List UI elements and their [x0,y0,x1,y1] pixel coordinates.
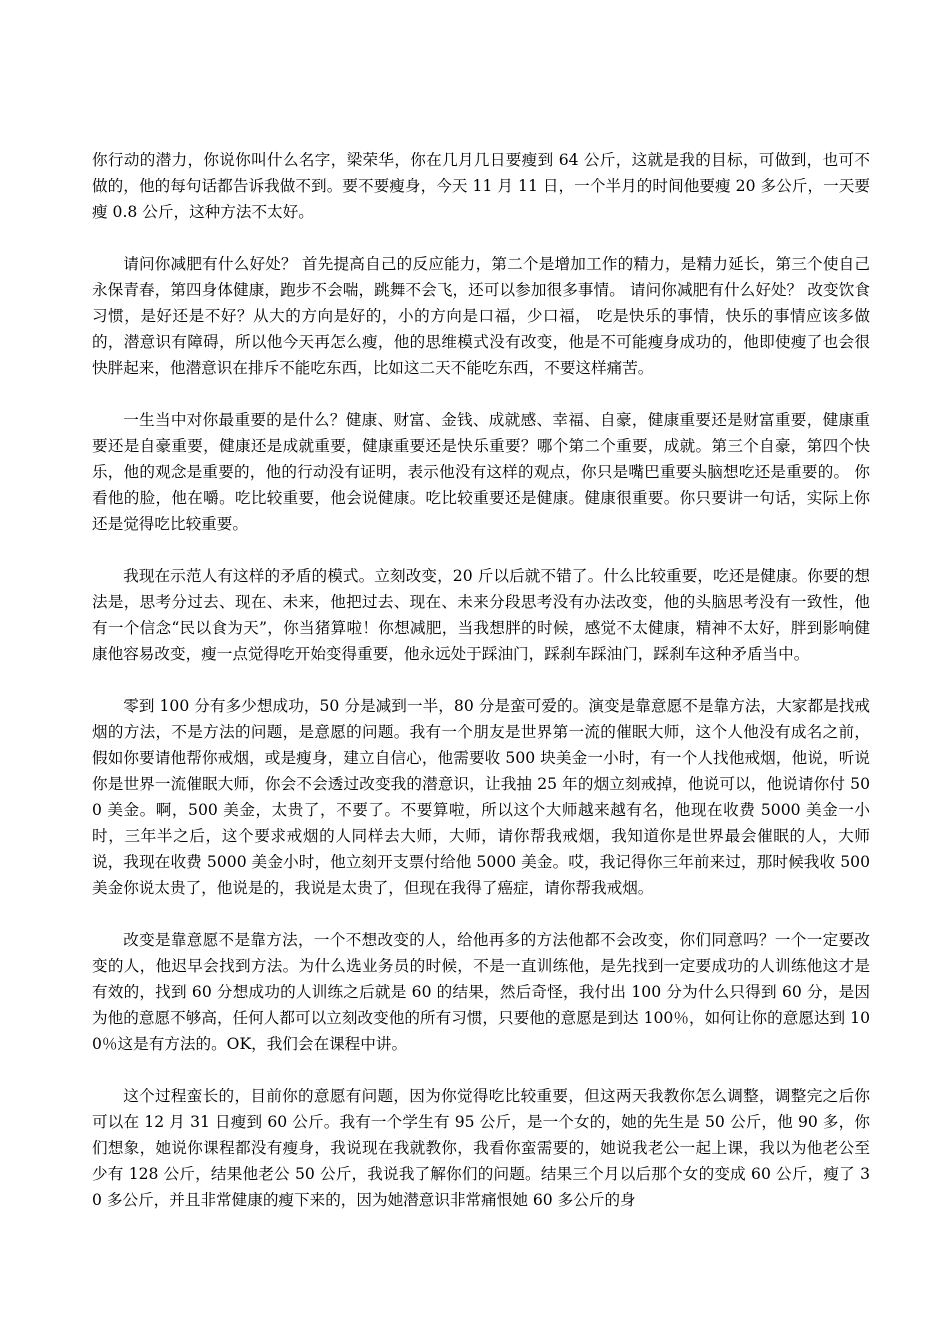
document-body [92,147,870,1213]
paragraph-2: 请问你减肥有什么好处？ 首先提高自己的反应能力，第二个是增加工作的精力，是精力延长，第三个使自己永保青春，第四身体健康，跑步不会喘，跳舞不会飞，还可以参加很多事情。 请问你减肥有什么好处？ 改变饮食习惯，是好还是不好？从大的方向是好的，小的方向是口福，少口福， 吃是快乐的事情，快乐的事情应该多做的，潜意识有障碍，所以他今天再怎么瘦，他的思维模式没有改变，他是不可能瘦身成功的，他即使瘦了也会很快胖起来，他潜意识在排斥不能吃东西，比如这二天不能吃东西，不要这样痛苦。 [92,255,870,377]
paragraph-3: 一生当中对你最重要的是什么？健康、财富、金钱、成就感、幸福、自豪，健康重要还是财富重要，健康重要还是自豪重要，健康还是成就重要，健康重要还是快乐重要？哪个第二个重要，成就。第三个自豪，第四个快乐，他的观念是重要的，他的行动没有证明，表示他没有这样的观点，你只是嘴巴重要头脑想吃还是重要的。 你看他的脸，他在嚼。吃比较重要，他会说健康。吃比较重要还是健康。健康很重要。你只要讲一句话，实际上你还是觉得吃比较重要。 [92,411,870,533]
paragraph-7: 这个过程蛮长的，目前你的意愿有问题，因为你觉得吃比较重要，但这两天我教你怎么调整，调整完之后你可以在 12 月 31 日瘦到 60 公斤。我有一个学生有 95 公斤，是一个女的，她的先生是 50 公斤，他 90 多，你们想象，她说你课程都没有瘦身，我说现在我就教你，我看你蛮需要的，她说我老公一起上课，我以为他老公至少有 128 公斤，结果他老公 50 公斤，我说我了解你们的问题。结果三个月以后那个女的变成 60 公斤，瘦了 30 多公斤，并且非常健康的瘦下来的，因为她潜意识非常痛恨她 60 多公斤的身 [92,1087,870,1209]
paragraph-4: 我现在示范人有这样的矛盾的模式。立刻改变，20 斤以后就不错了。什么比较重要，吃还是健康。你要的想法是，思考分过去、现在、未来，他把过去、现在、未来分段思考没有办法改变，他的头脑思考没有一致性，他有一个信念“民以食为天”，你当猪算啦！你想减肥，当我想胖的时候，感觉不太健康，精神不太好，胖到影响健康他容易改变，瘦一点觉得吃开始变得重要，他永远处于踩油门，踩刹车踩油门，踩刹车这种矛盾当中。 [92,567,870,663]
paragraph-5: 零到 100 分有多少想成功，50 分是减到一半，80 分是蛮可爱的。演变是靠意愿不是靠方法，大家都是找戒烟的方法，不是方法的问题，是意愿的问题。我有一个朋友是世界第一流的催眠大师，这个人他没有成名之前，假如你要请他帮你戒烟，或是瘦身，建立自信心，他需要收 500 块美金一小时，有一个人找他戒烟，他说，听说你是世界一流催眠大师，你会不会透过改变我的潜意识，让我抽 25 年的烟立刻戒掉，他说可以，他说请你付 500 美金。啊，500 美金，太贵了，不要了。不要算啦，所以这个大师越来越有名，他现在收费 5000 美金一小时，三年半之后，这个要求戒烟的人同样去大师，大师，请你帮我戒烟，我知道你是世界最会催眠的人，大师说，我现在收费 5000 美金小时，他立刻开支票付给他 5000 美金。哎，我记得你三年前来过，那时候我收 500 美金你说太贵了，他说是的，我说是太贵了，但现在我得了癌症，请你帮我戒烟。 [92,697,870,897]
paragraph-1: 你行动的潜力，你说你叫什么名字，梁荣华，你在几月几日要瘦到 64 公斤，这就是我的目标，可做到，也可不做的，他的每句话都告诉我做不到。要不要瘦身，今天 11 月 11 日，一个半月的时间他要瘦 20 多公斤，一天要瘦 0.8 公斤，这种方法不太好。 [92,151,870,221]
paragraph-6: 改变是靠意愿不是靠方法，一个不想改变的人，给他再多的方法他都不会改变，你们同意吗？一个一定要改变的人，他迟早会找到方法。为什么选业务员的时候，不是一直训练他，是先找到一定要成功的人训练他这才是有效的，找到 60 分想成功的人训练之后就是 60 的结果，然后奇怪，我付出 100 分为什么只得到 60 分，是因为他的意愿不够高，任何人都可以立刻改变他的所有习惯，只要他的意愿是到达 100％，如何让你的意愿达到 100％这是有方法的。OK，我们会在课程中讲。 [92,931,870,1053]
